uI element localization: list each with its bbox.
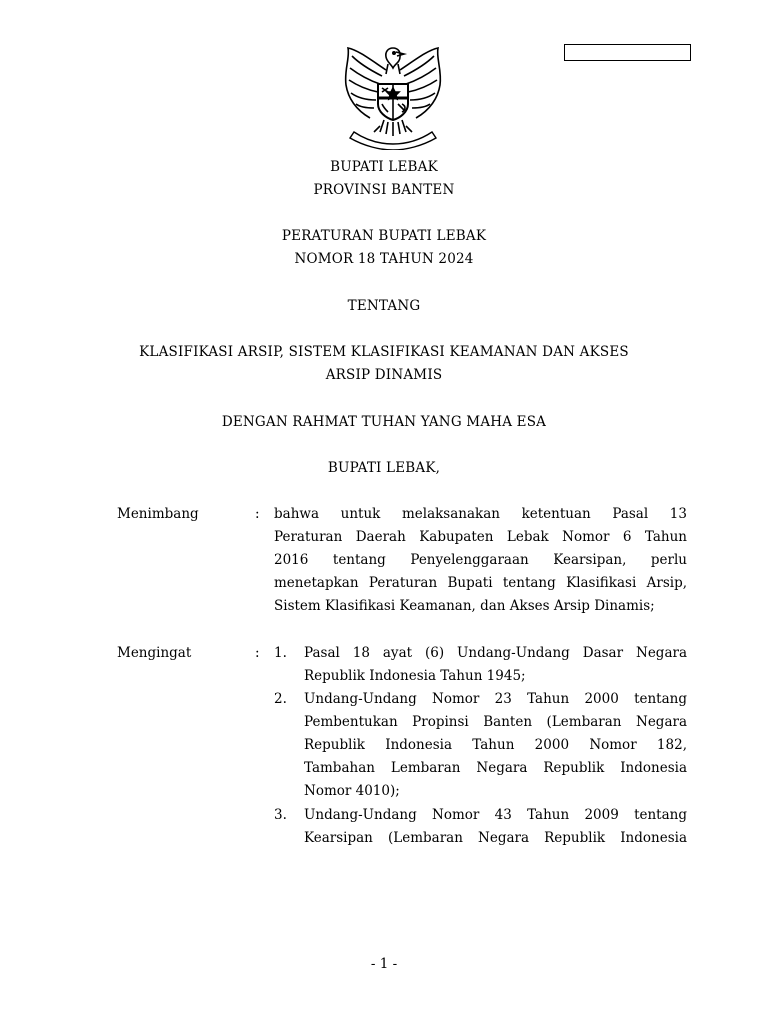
mengingat-line: Undang-Undang Nomor 43 Tahun 2009 tentang (304, 807, 687, 823)
menimbang-line: menetapkan Peraturan Bupati tentang Klasifikasi Arsip, (274, 575, 687, 591)
mengingat-item-number: 2. (274, 691, 287, 707)
garuda-emblem-icon (336, 40, 450, 150)
menimbang-paragraph (274, 503, 687, 618)
regulation-subject-line1: KLASIFIKASI ARSIP, SISTEM KLASIFIKASI KEAMANAN DAN AKSES (139, 344, 629, 360)
issuer-line: BUPATI LEBAK, (327, 460, 441, 476)
mengingat-line: Nomor 4010); (304, 783, 400, 799)
mengingat-line: Tambahan Lembaran Negara Republik Indonesia (304, 760, 687, 776)
blessing-line: DENGAN RAHMAT TUHAN YANG MAHA ESA (221, 414, 547, 430)
mengingat-line: Pasal 18 ayat (6) Undang-Undang Dasar Negara (304, 645, 687, 661)
header-province: PROVINSI BANTEN (313, 182, 455, 198)
regulation-title: PERATURAN BUPATI LEBAK (281, 228, 487, 244)
mengingat-item-3 (304, 804, 687, 850)
regulation-subject-line2: ARSIP DINAMIS (325, 367, 443, 383)
mengingat-line: Kearsipan (Lembaran Negara Republik Indonesia (304, 830, 687, 846)
mengingat-line: Republik Indonesia Tahun 1945; (304, 668, 526, 684)
mengingat-line: Pembentukan Propinsi Banten (Lembaran Negara (304, 714, 687, 730)
mengingat-item-1 (304, 642, 687, 688)
menimbang-line: 2016 tentang Penyelenggaraan Kearsipan, perlu (274, 552, 687, 568)
mengingat-item-number: 1. (274, 645, 287, 661)
empty-stamp-box (564, 44, 691, 61)
regulation-number: NOMOR 18 TAHUN 2024 (294, 251, 474, 267)
mengingat-label: Mengingat (117, 645, 192, 661)
menimbang-colon: : (255, 506, 260, 522)
menimbang-label: Menimbang (117, 506, 199, 522)
mengingat-line: Undang-Undang Nomor 23 Tahun 2000 tentang (304, 691, 687, 707)
menimbang-line: Peraturan Daerah Kabupaten Lebak Nomor 6 Tahun (274, 529, 687, 545)
mengingat-item-2 (304, 688, 687, 803)
mengingat-colon: : (255, 645, 260, 661)
mengingat-item-number: 3. (274, 807, 287, 823)
regulation-about: TENTANG (347, 298, 421, 314)
mengingat-line: Republik Indonesia Tahun 2000 Nomor 182, (304, 737, 687, 753)
header-regent-title: BUPATI LEBAK (330, 159, 438, 175)
menimbang-line: bahwa untuk melaksanakan ketentuan Pasal 13 (274, 506, 687, 522)
page-number: - 1 - (370, 956, 398, 972)
menimbang-line: Sistem Klasifikasi Keamanan, dan Akses Arsip Dinamis; (274, 598, 655, 614)
